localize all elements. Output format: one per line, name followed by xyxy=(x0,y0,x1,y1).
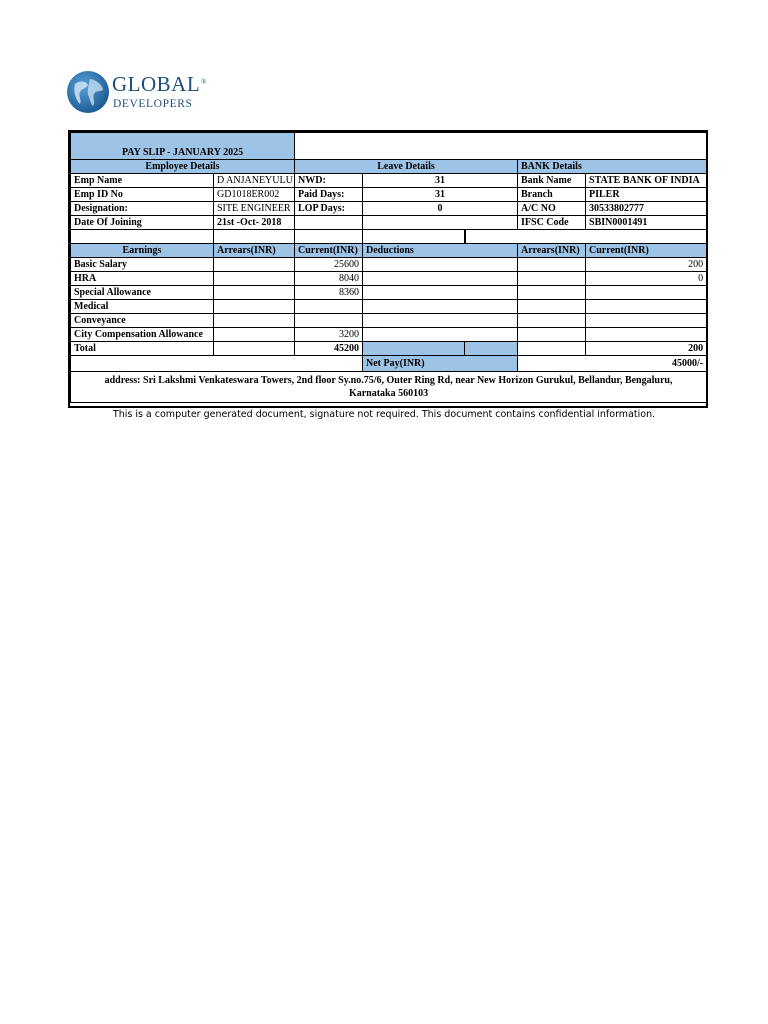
doj-label: Date Of Joining xyxy=(71,216,214,230)
total-label: Total xyxy=(71,342,214,356)
net-pay-value: 45000/- xyxy=(518,356,707,372)
branch-label: Branch xyxy=(518,188,586,202)
doj-value: 21st -Oct- 2018 xyxy=(214,216,295,230)
confidential-note: This is a computer generated document, signature not required. This document contains confidential information. xyxy=(112,409,656,420)
leave-details-header: Leave Details xyxy=(295,160,518,174)
employee-details-header: Employee Details xyxy=(71,160,295,174)
acno-label: A/C NO xyxy=(518,202,586,216)
paid-days-value: 31 xyxy=(363,188,518,202)
table-row xyxy=(71,188,707,202)
acno-value: 30533802777 xyxy=(586,202,707,216)
title-blank xyxy=(295,133,707,160)
deduction-current-header: Current(INR) xyxy=(586,244,707,258)
nwd-label: NWD: xyxy=(295,174,363,188)
emp-id-value: GD1018ER002 xyxy=(214,188,295,202)
total-deductions: 200 xyxy=(586,342,707,356)
emp-name-label: Emp Name xyxy=(71,174,214,188)
deduction-arrears-header: Arrears(INR) xyxy=(518,244,586,258)
spacer-row xyxy=(71,230,707,244)
bank-details-header: BANK Details xyxy=(518,160,707,174)
designation-value: SITE ENGINEER xyxy=(214,202,295,216)
table-row: Special Allowance 8360 xyxy=(71,286,707,300)
total-row xyxy=(71,342,707,356)
earnings-header: Earnings xyxy=(71,244,214,258)
net-pay-row xyxy=(71,356,707,372)
deductions-header: Deductions xyxy=(363,244,518,258)
emp-name-value: D ANJANEYULU xyxy=(214,174,295,188)
lop-days-label: LOP Days: xyxy=(295,202,363,216)
bank-name-label: Bank Name xyxy=(518,174,586,188)
emp-id-label: Emp ID No xyxy=(71,188,214,202)
total-current: 45200 xyxy=(295,342,363,356)
nwd-value: 31 xyxy=(363,174,518,188)
globe-icon xyxy=(66,70,110,114)
ifsc-value: SBIN0001491 xyxy=(586,216,707,230)
payslip-title: PAY SLIP - JANUARY 2025 xyxy=(71,133,295,160)
table-row xyxy=(71,216,707,230)
table-row: Conveyance xyxy=(71,314,707,328)
brand-tagline: DEVELOPERS xyxy=(113,98,193,110)
table-row: Basic Salary 25600 200 xyxy=(71,258,707,272)
bank-name-value: STATE BANK OF INDIA xyxy=(586,174,707,188)
table-row: HRA 8040 0 xyxy=(71,272,707,286)
designation-label: Designation: xyxy=(71,202,214,216)
table-row xyxy=(71,174,707,188)
table-row xyxy=(71,202,707,216)
company-address: address: Sri Lakshmi Venkateswara Towers, 2nd floor Sy.no.75/6, Outer Ring Rd, near New Horizon Gurukul, Bellandur, Bengaluru, Karnataka 560103 xyxy=(71,372,707,403)
current-header: Current(INR) xyxy=(295,244,363,258)
table-row: Medical xyxy=(71,300,707,314)
lop-days-value: 0 xyxy=(363,202,518,216)
paid-days-label: Paid Days: xyxy=(295,188,363,202)
branch-value: PILER xyxy=(586,188,707,202)
company-logo xyxy=(66,70,206,116)
table-row: City Compensation Allowance 3200 xyxy=(71,328,707,342)
net-pay-label: Net Pay(INR) xyxy=(363,356,518,372)
arrears-header: Arrears(INR) xyxy=(214,244,295,258)
brand-name: GLOBAL® xyxy=(112,72,207,96)
ifsc-label: IFSC Code xyxy=(518,216,586,230)
payslip-table xyxy=(68,130,708,408)
